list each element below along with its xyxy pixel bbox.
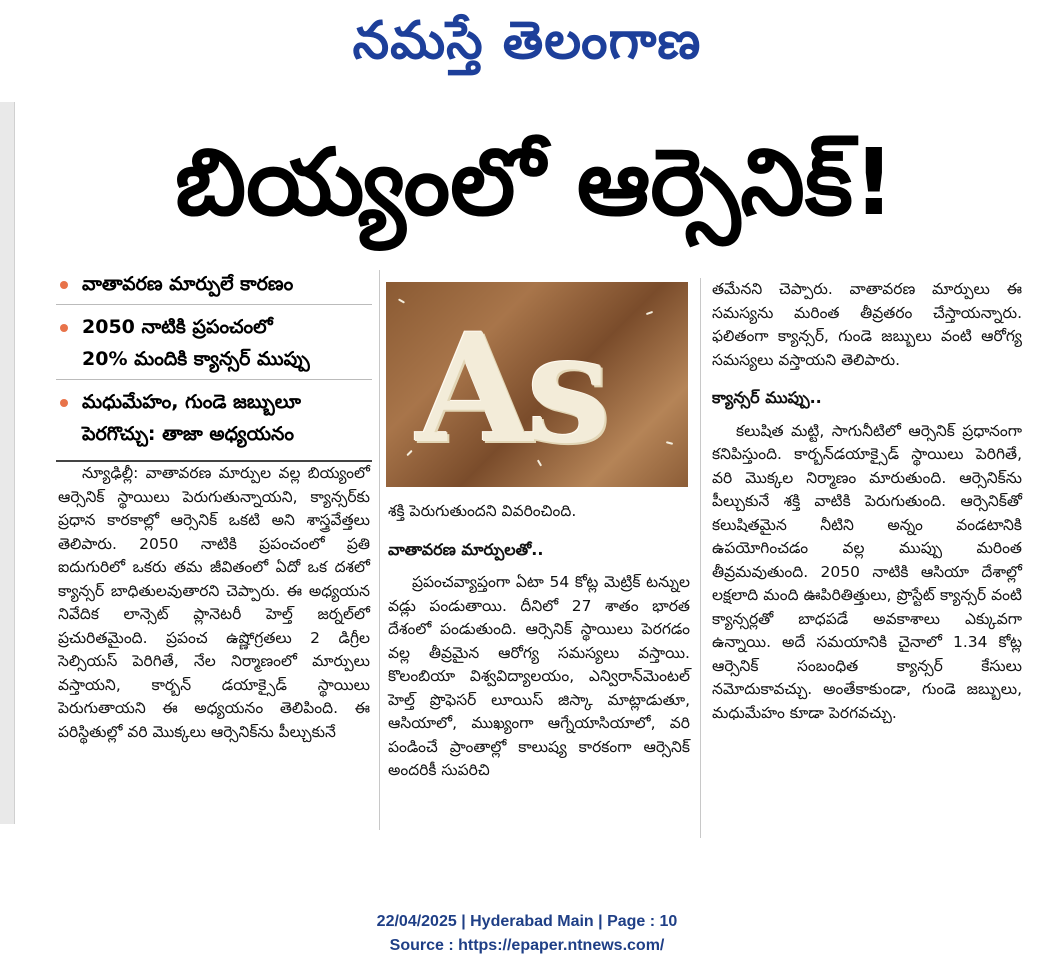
- highlight-text: వాతావరణ మార్పులే కారణం: [82, 273, 294, 295]
- article-column-3: [712, 278, 1022, 725]
- as-symbol: As: [416, 301, 605, 477]
- rice-arsenic-photo: [386, 282, 688, 487]
- article-paragraph: న్యూఢిల్లీ: వాతావరణ మార్పుల వల్ల బియ్యంలో ఆర్సెనిక్‌ స్థాయిలు పెరుగుతున్నాయని, క్యాన్సర్‌కు ప్రధాన కారకాల్లో ఆర్సెనిక్‌ ఒకటి అని శాస్త్రవేత్తలు తెలిపారు. 2050 నాటికి ప్రపంచంలో ప్రతి ఐదుగురిలో ఒకరు తమ జీవితంలో ఏదో ఒక దశలో క్యాన్సర్‌ బాధితులవుతారని చెప్పారు. ఈ అధ్యయన నివేదిక లాన్సెట్‌ ప్లానెటరీ హెల్త్‌ జర్నల్‌లో ప్రచురితమైంది. ప్రపంచ ఉష్ణోగ్రతలు 2 డిగ్రీల సెల్సియస్‌ పెరిగితే, నేల నిర్మాణంలో మార్పులు వస్తాయని, కార్బన్‌ డయాక్సైడ్‌ స్థాయిలు పెరుగుతాయని ఈ అధ్యయనం తెలిపింది. ఈ పరిస్థితుల్లో వరి మొక్కలు ఆర్సెనిక్‌ను పీల్చుకునే: [58, 464, 370, 741]
- rice-grain: [666, 441, 673, 445]
- highlight-item-continued: [56, 343, 372, 380]
- bullet-icon: [60, 324, 68, 332]
- clipping-edge: [0, 102, 15, 824]
- article-paragraph: తమేనని చెప్పారు. వాతావరణ మార్పులు ఈ సమస్యను మరింత తీవ్రతరం చేస్తాయన్నారు. ఫలితంగా క్యాన్సర్‌, గుండె జబ్బులు వంటి ఆరోగ్య సమస్యలు వస్తాయని తెలిపారు.: [712, 280, 1022, 369]
- highlight-text: మధుమేహం, గుండె జబ్బులూ: [82, 391, 301, 413]
- article-column-1: [58, 462, 370, 832]
- bullet-icon: [60, 399, 68, 407]
- highlights-box: [56, 268, 372, 450]
- subheading: క్యాన్సర్‌ ముప్పు..: [712, 388, 822, 407]
- highlight-text: 20% మందికి క్యాన్సర్‌ ముప్పు: [82, 348, 310, 370]
- highlight-text: పెరగొచ్చు: తాజా అధ్యయనం: [82, 423, 294, 445]
- article-paragraph: శక్తి పెరుగుతుందని వివరించింది.: [388, 502, 577, 520]
- highlight-text: 2050 నాటికి ప్రపంచంలో: [82, 316, 273, 338]
- edition-info: 22/04/2025 | Hyderabad Main | Page : 10: [376, 913, 678, 930]
- subheading: వాతావరణ మార్పులతో..: [388, 539, 544, 559]
- highlight-item-continued: [56, 418, 372, 450]
- masthead: [0, 0, 1054, 90]
- highlight-item: [56, 386, 372, 418]
- masthead-title: నమస్తే తెలంగాణ: [352, 11, 702, 71]
- column-divider: [379, 270, 380, 830]
- article-paragraph: ప్రపంచవ్యాప్తంగా ఏటా 54 కోట్ల మెట్రిక్‌ టన్నుల వడ్లు పండుతాయి. దీనిలో 27 శాతం భారత దేశంలో పండుతుంది. ఆర్సెనిక్‌ స్థాయిలు పెరగడం వల్ల తీవ్రమైన ఆరోగ్య సమస్యలు వస్తాయి. కొలంబియా విశ్వవిద్యాలయం, ఎన్విరాన్‌మెంటల్‌ హెల్త్‌ ప్రొఫెసర్‌ లూయిస్‌ జిస్కా మాట్లాడుతూ, ఆసియాలో, ముఖ్యంగా ఆగ్నేయాసియాలో, వరి పండించే ప్రాంతాల్లో కాలుష్య కారకంగా ఆర్సెనిక్‌ అందరికీ సుపరిచి: [388, 573, 690, 779]
- highlight-item: [56, 311, 372, 343]
- rice-grain: [646, 311, 653, 315]
- rice-grain: [406, 450, 412, 456]
- footer: [0, 910, 1054, 958]
- column-divider: [700, 278, 701, 838]
- rice-grain: [398, 298, 405, 303]
- headline: బియ్యంలో ఆర్సెనిక్‌!: [175, 129, 895, 236]
- highlight-item: [56, 268, 372, 305]
- bullet-icon: [60, 281, 68, 289]
- source-link[interactable]: Source : https://epaper.ntnews.com/: [389, 937, 665, 954]
- article-column-2: [388, 500, 690, 783]
- article-paragraph: కలుషిత మట్టి, సాగునీటిలో ఆర్సెనిక్‌ ప్రధానంగా కనిపిస్తుంది. కార్బన్‌డయాక్సైడ్‌ స్థాయిలు పెరిగితే, వరి మొక్కల నిర్మాణం మారుతుంది. ఆర్సెనిక్‌ను పీల్చుకునే శక్తి వాటికి పెరుగుతుంది. ఆర్సెనిక్‌తో కలుషితమైన నీటిని అన్నం వండటానికి ఉపయోగించడం వల్ల ముప్పు మరింత తీవ్రమవుతుంది. 2050 నాటికి ఆసియా దేశాల్లో లక్షలాది మంది ఊపిరితిత్తులు, ప్రొస్టేట్‌ క్యాన్సర్‌ వంటి క్యాన్సర్లతో బాధపడే అవకాశాలు ఎక్కువగా ఉన్నాయి. అదే సమయానికి చైనాలో 1.34 కోట్ల ఆర్సెనిక్‌ సంబంధిత క్యాన్సర్‌ కేసులు నమోదుకావచ్చు. అంతేకాకుండా, గుండె జబ్బులు, మధుమేహం కూడా పెరగవచ్చు.: [712, 421, 1022, 722]
